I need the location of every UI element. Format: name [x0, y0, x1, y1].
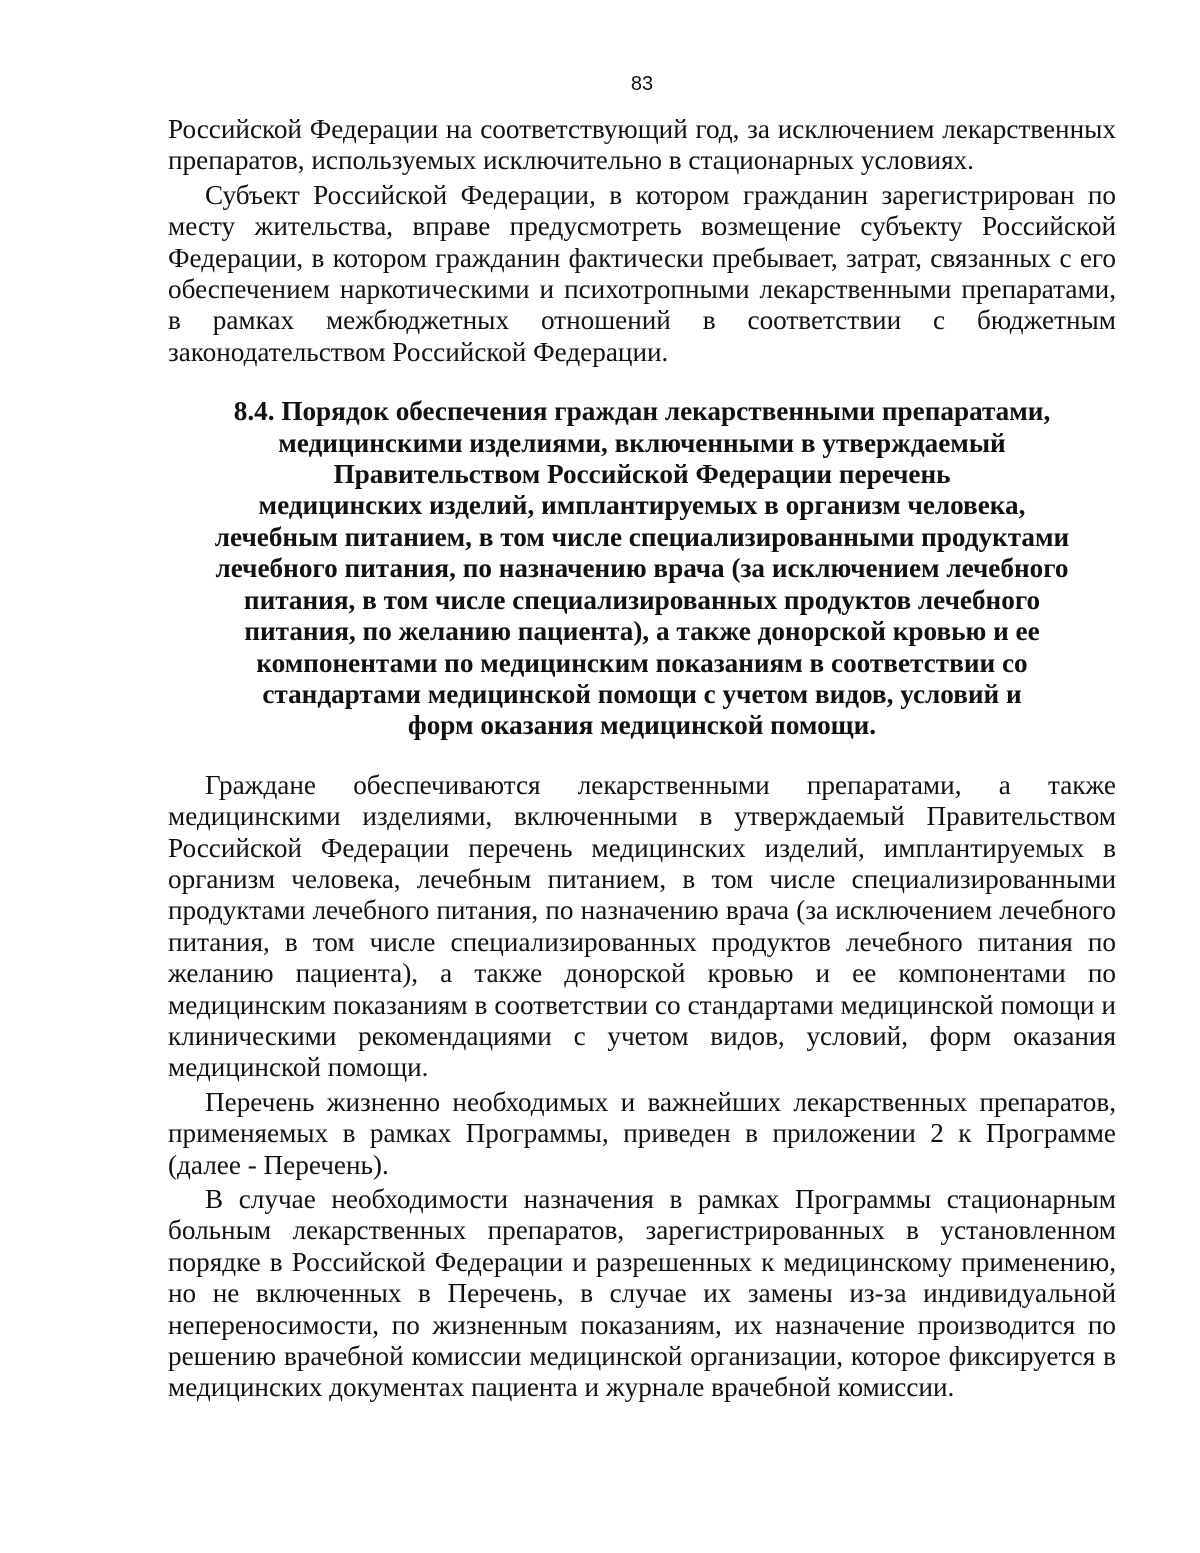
heading-line: медицинскими изделиями, включенными в утверждаемый	[278, 427, 1006, 458]
page-number: 83	[630, 73, 654, 95]
paragraph-subject-reimbursement: Субъект Российской Федерации, в котором гражданин зарегистрирован по месту жительства, вправе предусмотреть возмещение субъекту Российской Федерации, в котором гражданин фактически пребывает, затрат, связанных с его обеспечением наркотическими и психотропными лекарственными препаратами, в рамках межбюджетных отношений в соответствии с бюджетным законодательством Российской Федерации.	[168, 179, 1116, 367]
paragraph-continuation: Российской Федерации на соответствующий год, за исключением лекарственных препаратов, используемых исключительно в стационарных условиях.	[168, 114, 1116, 176]
paragraph-citizens-provision: Граждане обеспечиваются лекарственными препаратами, а также медицинскими изделиями, включенными в утверждаемый Правительством Российской Федерации перечень медицинских изделий, имплантируемых в организм человека, лечебным питанием, в том числе специализированными продуктами лечебного питания, по назначению врача (за исключением лечебного питания, в том числе специализированных продуктов лечебного питания по желанию пациента), а также донорской кровью и ее компонентами по медицинским показаниям в соответствии со стандартами медицинской помощи и клиническими рекомендациями с учетом видов, условий, форм оказания медицинской помощи.	[168, 769, 1116, 1083]
heading-line: лечебным питанием, в том числе специализированными продуктами	[214, 521, 1070, 552]
heading-line: лечебного питания, по назначению врача (за исключением лечебного	[215, 553, 1069, 584]
heading-line: Правительством Российской Федерации перечень	[333, 459, 951, 490]
heading-line: стандартами медицинской помощи с учетом видов, условий и	[262, 678, 1022, 709]
heading-line: питания, по желанию пациента), а также донорской кровью и ее	[244, 616, 1040, 647]
heading-line: питания, в том числе специализированных продуктов лечебного	[243, 584, 1041, 615]
heading-line: форм оказания медицинской помощи.	[407, 710, 877, 741]
paragraph-inpatient-prescription: В случае необходимости назначения в рамках Программы стационарным больным лекарственных препаратов, зарегистрированных в установленном порядке в Российской Федерации и разрешенных к медицинскому применению, но не включенных в Перечень, в случае их замены из-за индивидуальной непереносимости, по жизненным показаниям, их назначение производится по решению врачебной комиссии медицинской организации, которое фиксируется в медицинских документах пациента и журнале врачебной комиссии.	[168, 1184, 1116, 1403]
paragraph-drug-list: Перечень жизненно необходимых и важнейших лекарственных препаратов, применяемых в рамках Программы, приведен в приложении 2 к Программе (далее - Перечень).	[168, 1086, 1116, 1180]
heading-line: медицинских изделий, имплантируемых в организм человека,	[258, 490, 1026, 521]
section-heading-8-4	[168, 396, 1116, 741]
heading-line: компонентами по медицинским показаниям в соответствии со	[256, 647, 1028, 678]
heading-line: 8.4. Порядок обеспечения граждан лекарственными препаратами,	[233, 396, 1051, 427]
document-body	[168, 114, 1116, 1407]
